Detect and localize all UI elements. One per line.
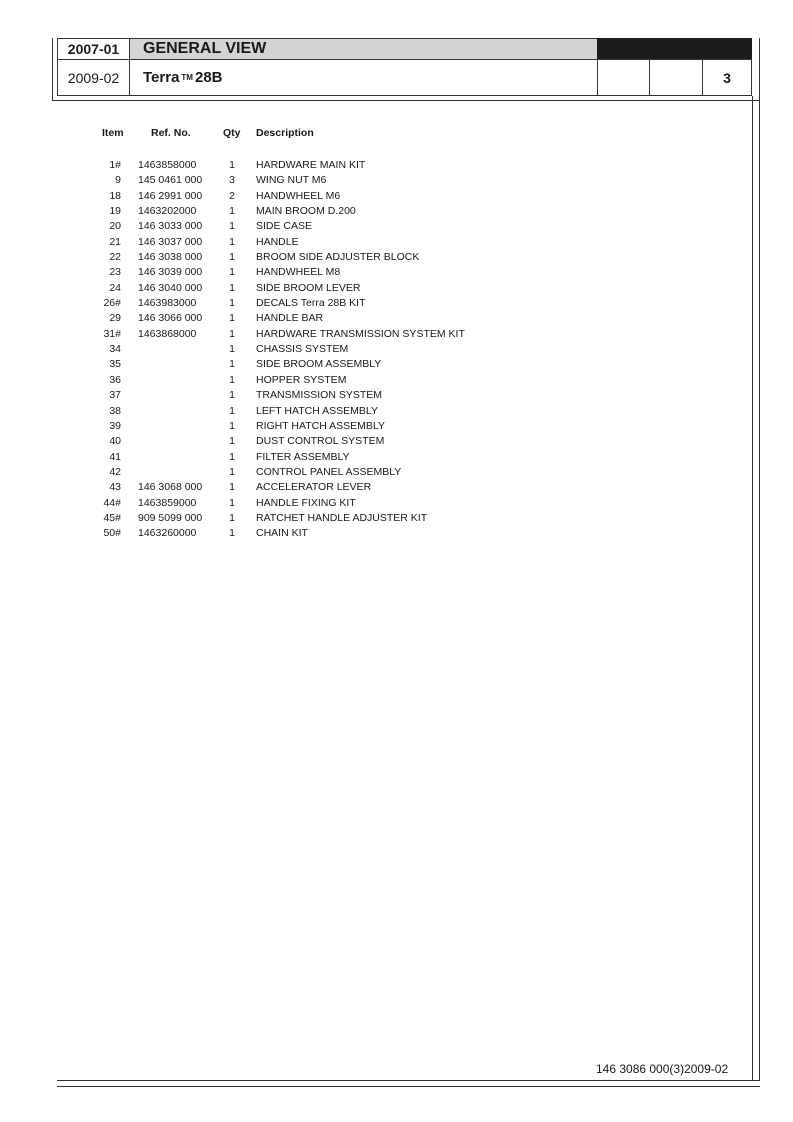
item-number: 1# [109,159,121,171]
ref-number: 1463858000 [138,159,197,171]
item-number: 39 [109,419,121,432]
item-number: 23 [109,266,121,279]
page-title: GENERAL VIEW [130,38,597,59]
quantity: 1 [229,465,235,478]
item-number: 44# [103,496,121,509]
description: CHAIN KIT [256,527,308,540]
column-header-qty: Qty [223,127,241,139]
quantity: 3 [229,174,235,187]
description: HANDLE BAR [256,312,324,325]
item-number: 45# [103,511,121,524]
column-header-ref: Ref. No. [151,127,191,139]
header-date-bottom: 2009-02 [57,59,130,96]
frame-top-line [52,100,760,101]
quantity: 1 [229,404,235,417]
quantity: 2 [229,189,235,202]
item-number: 41 [109,450,121,463]
column-header-item: Item [102,127,124,139]
header-empty-box-2 [650,59,703,96]
ref-number: 146 3040 000 [138,281,203,294]
item-number: 9 [115,174,121,187]
description: SIDE BROOM ASSEMBLY [256,358,382,371]
quantity: 1 [229,251,235,264]
quantity: 1 [229,389,235,402]
description: FILTER ASSEMBLY [256,450,350,463]
item-number: 19 [109,205,121,218]
description: CHASSIS SYSTEM [256,343,349,356]
ref-number: 145 0461 000 [138,174,203,187]
ref-number: 146 3033 000 [138,220,203,233]
document-code: 146 3086 000(3)2009-02 [596,1062,729,1076]
description: BROOM SIDE ADJUSTER BLOCK [256,251,420,264]
ref-number: 909 5099 000 [138,511,203,524]
table-row [0,389,793,404]
description: ACCELERATOR LEVER [256,481,372,494]
table-row [0,282,793,297]
description: RATCHET HANDLE ADJUSTER KIT [256,511,428,524]
item-number: 38 [109,404,121,417]
ref-number: 1463983000 [138,297,197,310]
header-black-band [597,38,752,59]
description: DUST CONTROL SYSTEM [256,435,385,448]
table-row [0,159,793,174]
table-row [0,466,793,481]
description: WING NUT M6 [256,174,327,187]
table-row [0,420,793,435]
description: SIDE CASE [256,220,313,233]
item-number: 34 [109,343,121,356]
header-date-top: 2007-01 [57,38,130,59]
table-row [0,497,793,512]
ref-number: 146 3037 000 [138,235,203,248]
table-row [0,205,793,220]
table-row [0,451,793,466]
quantity: 1 [229,205,235,218]
item-number: 42 [109,465,121,478]
table-row [0,190,793,205]
description: HANDLE FIXING KIT [256,496,356,509]
quantity: 1 [229,297,235,310]
table-row [0,343,793,358]
item-number: 29 [109,312,121,325]
table-row [0,251,793,266]
item-number: 40 [109,435,121,448]
item-number: 26# [103,297,121,310]
table-row [0,405,793,420]
model-name [130,59,597,96]
table-row [0,328,793,343]
description: HOPPER SYSTEM [256,373,347,386]
description: TRANSMISSION SYSTEM [256,389,383,402]
item-number: 18 [109,189,121,202]
description: LEFT HATCH ASSEMBLY [256,404,378,417]
table-row [0,220,793,235]
ref-number: 146 3038 000 [138,251,203,264]
item-number: 37 [109,389,121,402]
table-row [0,312,793,327]
quantity: 1 [229,496,235,509]
table-row [0,358,793,373]
table-row [0,527,793,542]
quantity: 1 [229,281,235,294]
table-row [0,266,793,281]
quantity: 1 [229,450,235,463]
item-number: 35 [109,358,121,371]
ref-number: 1463260000 [138,527,197,540]
table-row [0,374,793,389]
quantity: 1 [229,343,235,356]
column-header-description: Description [256,127,314,139]
trademark-mark: TM [181,73,193,82]
item-number: 21 [109,235,121,248]
item-number: 22 [109,251,121,264]
parts-list [0,159,793,543]
description: MAIN BROOM D.200 [256,205,356,218]
frame-bottom-line [57,1080,760,1081]
item-number: 24 [109,281,121,294]
ref-number: 146 2991 000 [138,189,203,202]
item-number: 20 [109,220,121,233]
description: DECALS Terra 28B KIT [256,297,366,310]
ref-number: 146 3039 000 [138,266,203,279]
quantity: 1 [229,435,235,448]
quantity: 1 [229,312,235,325]
item-number: 31# [103,327,121,340]
table-row [0,297,793,312]
model-number: 28B [194,69,223,86]
frame-bottom-line-2 [57,1086,760,1087]
ref-number: 146 3068 000 [138,481,203,494]
model-brand: Terra [143,69,180,86]
table-row [0,512,793,527]
header-empty-box-1 [597,59,650,96]
table-row [0,174,793,189]
description: HARDWARE TRANSMISSION SYSTEM KIT [256,327,465,340]
ref-number: 1463868000 [138,327,197,340]
quantity: 1 [229,220,235,233]
quantity: 1 [229,373,235,386]
description: CONTROL PANEL ASSEMBLY [256,465,402,478]
description: HANDWHEEL M6 [256,189,341,202]
item-number: 43 [109,481,121,494]
item-number: 36 [109,373,121,386]
table-row [0,435,793,450]
page-header [57,38,752,96]
page-number: 3 [703,59,752,96]
quantity: 1 [229,327,235,340]
description: SIDE BROOM LEVER [256,281,361,294]
table-row [0,481,793,496]
ref-number: 1463202000 [138,205,197,218]
quantity: 1 [229,266,235,279]
quantity: 1 [229,235,235,248]
description: HARDWARE MAIN KIT [256,159,366,171]
frame-left-line [52,38,53,100]
description: HANDWHEEL M8 [256,266,341,279]
ref-number: 146 3066 000 [138,312,203,325]
quantity: 1 [229,358,235,371]
ref-number: 1463859000 [138,496,197,509]
item-number: 50# [103,527,121,540]
quantity: 1 [229,527,235,540]
table-row [0,236,793,251]
quantity: 1 [229,159,235,171]
description: HANDLE [256,235,299,248]
quantity: 1 [229,511,235,524]
quantity: 1 [229,419,235,432]
description: RIGHT HATCH ASSEMBLY [256,419,385,432]
quantity: 1 [229,481,235,494]
